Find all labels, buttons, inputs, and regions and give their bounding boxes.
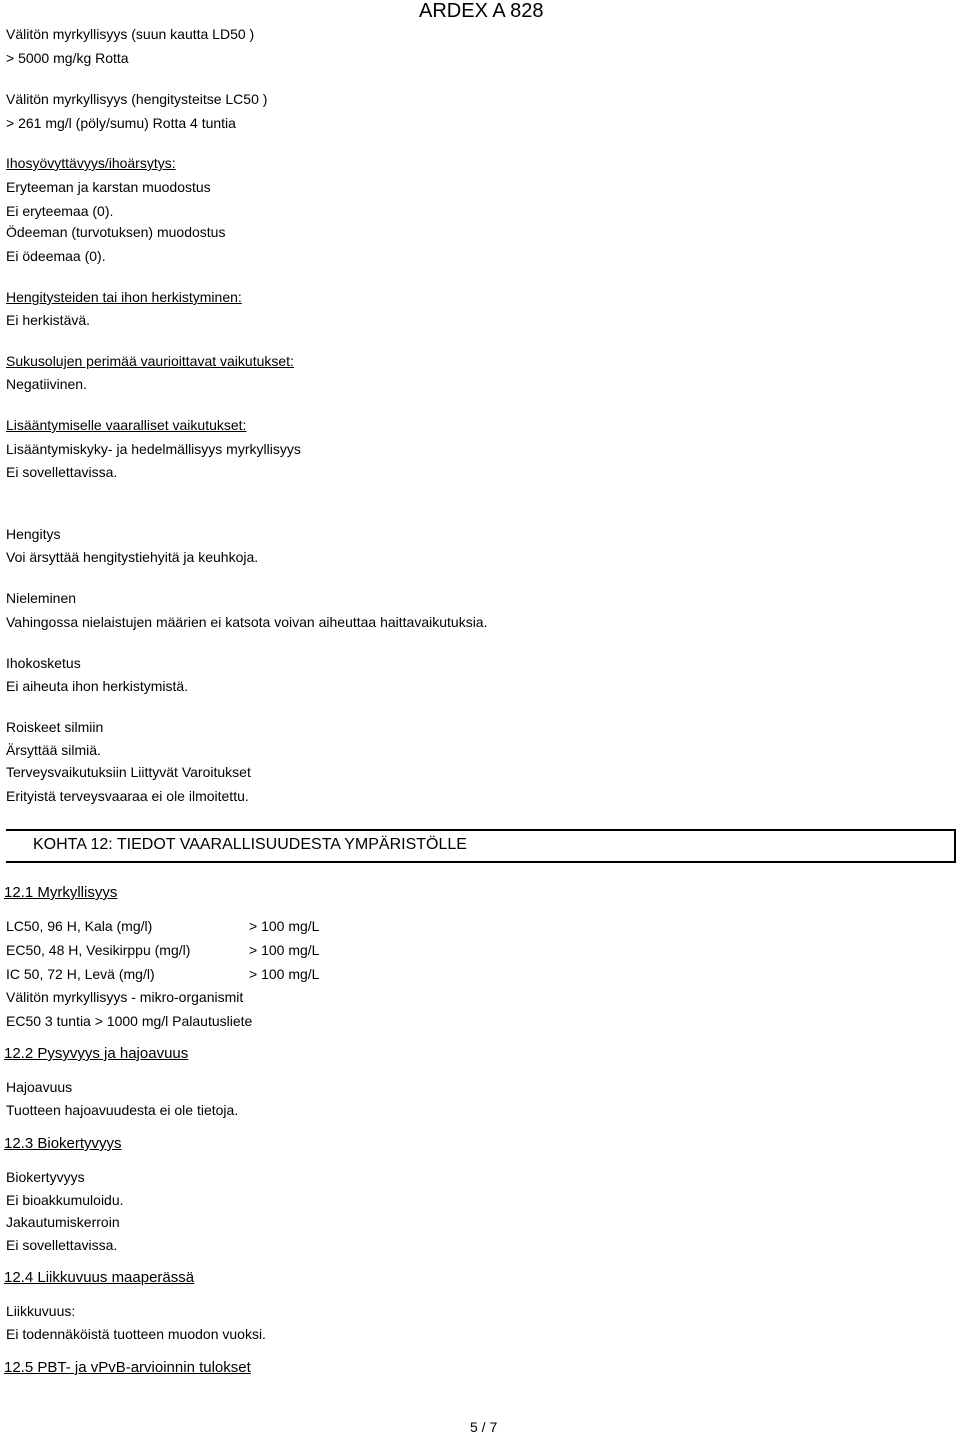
toxicity-row-value: > 100 mg/L bbox=[249, 942, 320, 958]
eye-contact-value: Ärsyttää silmiä. bbox=[6, 742, 101, 758]
swallowing-heading: Nieleminen bbox=[6, 590, 77, 606]
partition-coefficient-value: Ei sovellettavissa. bbox=[6, 1237, 118, 1253]
subsection-12-1-title: 12.1 Myrkyllisyys bbox=[4, 884, 118, 901]
reproductive-heading: Lisääntymiselle vaaralliset vaikutukset: bbox=[6, 417, 247, 433]
product-name: ARDEX A 828 bbox=[419, 0, 544, 22]
sensitisation-value: Ei herkistävä. bbox=[6, 312, 91, 328]
skin-corrosion-heading: Ihosyövyttävyys/ihoärsytys: bbox=[6, 155, 176, 171]
degradability-heading: Hajoavuus bbox=[6, 1079, 73, 1095]
microorganism-value: EC50 3 tuntia > 1000 mg/l Palautusliete bbox=[6, 1013, 253, 1029]
subsection-12-4-title: 12.4 Liikkuvuus maaperässä bbox=[4, 1269, 195, 1286]
toxicity-row-label: EC50, 48 H, Vesikirppu (mg/l) bbox=[6, 942, 191, 958]
degradability-value: Tuotteen hajoavuudesta ei ole tietoja. bbox=[6, 1102, 239, 1118]
toxicity-row-value: > 100 mg/L bbox=[249, 966, 320, 982]
reproductive-line-2: Ei sovellettavissa. bbox=[6, 464, 118, 480]
skin-contact-value: Ei aiheuta ihon herkistymistä. bbox=[6, 678, 189, 694]
breathing-heading: Hengitys bbox=[6, 526, 61, 542]
oral-toxicity-value: > 5000 mg/kg Rotta bbox=[6, 50, 129, 66]
microorganism-heading: Välitön myrkyllisyys - mikro-organismit bbox=[6, 989, 244, 1005]
inhalation-toxicity-value: > 261 mg/l (pöly/sumu) Rotta 4 tuntia bbox=[6, 115, 236, 131]
section-12-title: KOHTA 12: TIEDOT VAARALLISUUDESTA YMPÄRISTÖLLE bbox=[33, 836, 467, 853]
breathing-value: Voi ärsyttää hengitystiehyitä ja keuhkoja. bbox=[6, 549, 259, 565]
skin-line-1: Eryteeman ja karstan muodostus bbox=[6, 179, 211, 195]
inhalation-toxicity-label: Välitön myrkyllisyys (hengitysteitse LC50 ) bbox=[6, 91, 268, 107]
mutagenicity-value: Negatiivinen. bbox=[6, 376, 87, 392]
health-warnings-heading: Terveysvaikutuksiin Liittyvät Varoitukset bbox=[6, 764, 251, 780]
skin-line-2: Ei eryteemaa (0). bbox=[6, 203, 114, 219]
oral-toxicity-label: Välitön myrkyllisyys (suun kautta LD50 ) bbox=[6, 26, 255, 42]
toxicity-row-label: LC50, 96 H, Kala (mg/l) bbox=[6, 918, 153, 934]
skin-line-4: Ei ödeemaa (0). bbox=[6, 248, 106, 264]
toxicity-row-value: > 100 mg/L bbox=[249, 918, 320, 934]
eye-contact-heading: Roiskeet silmiin bbox=[6, 719, 104, 735]
skin-line-3: Ödeeman (turvotuksen) muodostus bbox=[6, 224, 226, 240]
mobility-value: Ei todennäköistä tuotteen muodon vuoksi. bbox=[6, 1326, 266, 1342]
partition-coefficient-heading: Jakautumiskerroin bbox=[6, 1214, 120, 1230]
subsection-12-2-title: 12.2 Pysyvyys ja hajoavuus bbox=[4, 1045, 189, 1062]
page-number: 5 / 7 bbox=[470, 1419, 498, 1435]
bioaccumulation-heading: Biokertyvyys bbox=[6, 1169, 85, 1185]
skin-contact-heading: Ihokosketus bbox=[6, 655, 81, 671]
sensitisation-heading: Hengitysteiden tai ihon herkistyminen: bbox=[6, 289, 242, 305]
mutagenicity-heading: Sukusolujen perimää vaurioittavat vaikutukset: bbox=[6, 353, 294, 369]
toxicity-row-label: IC 50, 72 H, Levä (mg/l) bbox=[6, 966, 155, 982]
swallowing-value: Vahingossa nielaistujen määrien ei katsota voivan aiheuttaa haittavaikutuksia. bbox=[6, 614, 488, 630]
bioaccumulation-value: Ei bioakkumuloidu. bbox=[6, 1192, 124, 1208]
reproductive-line-1: Lisääntymiskyky- ja hedelmällisyys myrkyllisyys bbox=[6, 441, 301, 457]
health-warnings-value: Erityistä terveysvaaraa ei ole ilmoitettu. bbox=[6, 788, 249, 804]
mobility-heading: Liikkuvuus: bbox=[6, 1303, 76, 1319]
subsection-12-5-title: 12.5 PBT- ja vPvB-arvioinnin tulokset bbox=[4, 1359, 251, 1376]
subsection-12-3-title: 12.3 Biokertyvyys bbox=[4, 1135, 122, 1152]
